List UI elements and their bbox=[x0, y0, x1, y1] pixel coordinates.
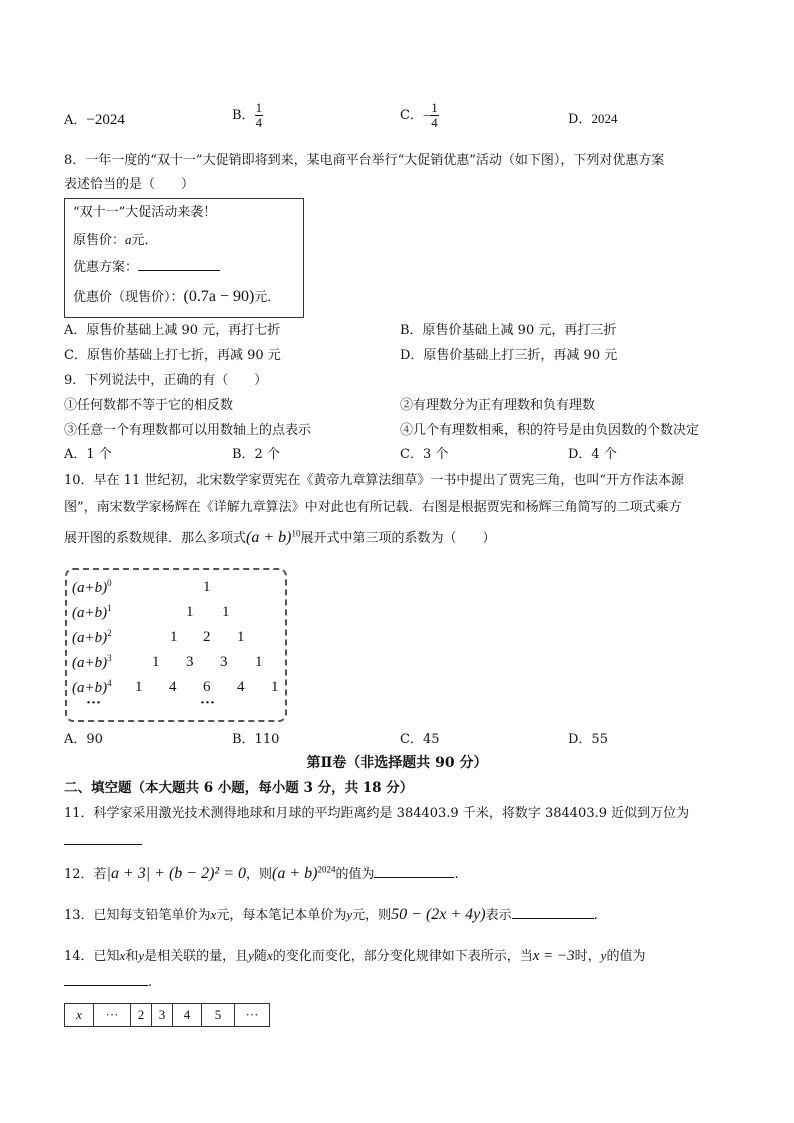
triangle-coef: 3 bbox=[220, 654, 228, 670]
q14-table-row bbox=[65, 1004, 270, 1027]
triangle-coef: 1 bbox=[186, 604, 194, 620]
triangle-ellipsis-left: ··· bbox=[86, 695, 102, 711]
q9-statement-4: ④几个有理数相乘，积的符号是由负因数的个数决定 bbox=[400, 423, 700, 438]
q8-option-c: C．原售价基础上打七折，再减 90 元 bbox=[64, 348, 281, 363]
triangle-row-label-4: $(a+b)^4$ bbox=[72, 678, 112, 696]
triangle-row-label-3: $(a+b)^3$ bbox=[72, 653, 112, 671]
q10-option-d: D．55 bbox=[568, 732, 608, 747]
q10-option-c: C．45 bbox=[400, 732, 440, 747]
q8-box-title: “双十一”大促活动来袭！ bbox=[73, 205, 217, 220]
section2-title: 二、填空题（本大题共 6 小题，每小题 3 分，共 18 分） bbox=[64, 780, 414, 796]
triangle-coef: 1 bbox=[152, 654, 160, 670]
part2-title: 第Ⅱ卷（非选择题共 90 分） bbox=[306, 755, 488, 771]
q11-stem: 11．科学家采用激光技术测得地球和月球的平均距离约是 384403.9 千米，将数字 384403.9 近似到万位为 bbox=[64, 806, 690, 821]
q9-option-d: D．4 个 bbox=[568, 447, 617, 462]
triangle-row-label-0: $(a+b)^0$ bbox=[72, 578, 112, 596]
q8-box-discount: 优惠价（现售价）：(0.7a − 90)元． bbox=[73, 288, 281, 305]
table-cell: x bbox=[65, 1004, 94, 1027]
q9-statement-3: ③任意一个有理数都可以用数轴上的点表示 bbox=[64, 423, 312, 438]
q7-option-b: B． $\frac{1}{4}$ bbox=[232, 100, 263, 131]
q14-table bbox=[64, 1003, 270, 1027]
triangle-coef: 1 bbox=[271, 679, 279, 695]
q11-answer-blank bbox=[64, 832, 142, 850]
triangle-coef: 2 bbox=[203, 629, 211, 645]
triangle-coef: 1 bbox=[222, 604, 230, 620]
q8-stem-line2: 表述恰当的是（ ） bbox=[64, 177, 195, 192]
q13-stem: 13．已知每支铅笔单价为x元，每本笔记本单价为y元，则50 − (2x + 4y)表示 . bbox=[64, 906, 598, 923]
triangle-ellipsis-center: ··· bbox=[200, 695, 216, 711]
q9-option-a: A．1 个 bbox=[64, 447, 112, 462]
triangle-coef: 6 bbox=[203, 679, 211, 695]
q9-statement-2: ②有理数分为正有理数和负有理数 bbox=[400, 398, 596, 413]
q8-box-price: 原售价：a元． bbox=[73, 232, 158, 248]
triangle-coef: 1 bbox=[255, 654, 263, 670]
q9-option-b: B．2 个 bbox=[232, 447, 280, 462]
q14-stem: 14．已知x和y是相关联的量，且y随x的变化而变化，部分变化规律如下表所示，当x = −3时，y的值为 bbox=[64, 948, 646, 964]
table-cell: 4 bbox=[173, 1004, 202, 1027]
q8-box-plan: 优惠方案： bbox=[73, 258, 220, 276]
triangle-coef: 1 bbox=[135, 679, 143, 695]
q10-option-a: A．90 bbox=[64, 732, 103, 747]
q10-stem-line1: 10．早在 11 世纪初，北宋数学家贾宪在《黄帝九章算法细草》一书中提出了贾宪三角，也叫“开方作法本源 bbox=[64, 473, 684, 488]
q10-stem-line2: 图”，南宋数学家杨辉在《详解九章算法》中对此也有所记载．右图是根据贾宪和杨辉三角简写的二项式乘方 bbox=[64, 500, 682, 515]
triangle-coef: 3 bbox=[186, 654, 194, 670]
q8-stem-line1: 8．一年一度的“双十一”大促销即将到来，某电商平台举行“大促销优惠”活动（如下图），下列对优惠方案 bbox=[64, 153, 665, 168]
table-cell: ··· bbox=[94, 1004, 131, 1027]
q8-option-b: B．原售价基础上减 90 元，再打三折 bbox=[400, 323, 617, 338]
q7-option-d: D．2024 bbox=[568, 111, 618, 127]
q9-stem: 9．下列说法中，正确的有（ ） bbox=[64, 373, 268, 388]
q10-option-b: B．110 bbox=[232, 732, 280, 747]
q12-stem: 12．若|a + 3| + (b − 2)² = 0，则$(a + b)^{2024}$的值为 . bbox=[64, 864, 459, 882]
q8-option-d: D．原售价基础上打三折，再减 90 元 bbox=[400, 348, 618, 363]
q9-option-c: C．3 个 bbox=[400, 447, 449, 462]
table-cell: ··· bbox=[235, 1004, 270, 1027]
triangle-coef: 4 bbox=[237, 679, 245, 695]
q14-answer-blank: . bbox=[64, 973, 152, 991]
q7-option-a: A．−2024 bbox=[64, 112, 125, 128]
table-cell: 3 bbox=[152, 1004, 173, 1027]
q7-option-c: C．− $\frac{1}{4}$ bbox=[400, 100, 438, 131]
q8-option-a: A．原售价基础上减 90 元，再打七折 bbox=[64, 323, 281, 338]
triangle-coef: 4 bbox=[169, 679, 177, 695]
q9-statement-1: ①任何数都不等于它的相反数 bbox=[64, 398, 234, 413]
triangle-coef: 1 bbox=[170, 629, 178, 645]
triangle-row-label-2: $(a+b)^2$ bbox=[72, 628, 112, 646]
q10-stem-line3: 展开图的系数规律．那么多项式$(a + b)^{10}$展开式中第三项的系数为（ ） bbox=[64, 528, 496, 546]
triangle-row-label-1: $(a+b)^1$ bbox=[72, 603, 112, 621]
triangle-coef: 1 bbox=[203, 579, 211, 595]
triangle-coef: 1 bbox=[237, 629, 245, 645]
table-cell: 5 bbox=[202, 1004, 235, 1027]
table-cell: 2 bbox=[131, 1004, 152, 1027]
